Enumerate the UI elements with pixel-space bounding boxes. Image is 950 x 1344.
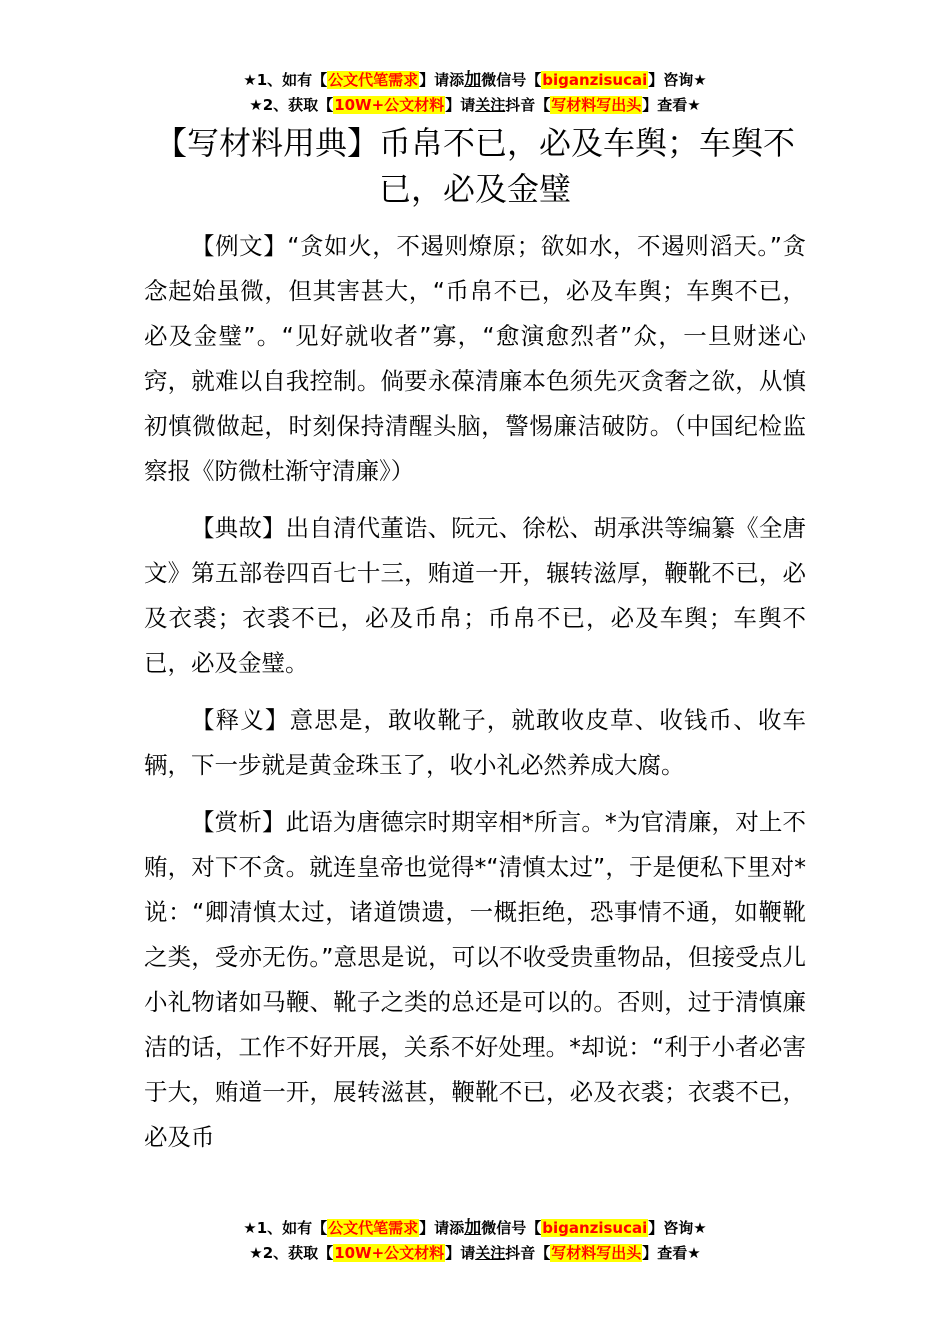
- promo-highlight: 10W+公文材料: [334, 96, 445, 114]
- promo-emphasis: 加: [464, 1218, 482, 1238]
- promo-highlight: 公文代笔需求: [328, 71, 419, 89]
- promo-text: ★2、获取【: [249, 1244, 334, 1262]
- promo-text: 】请添: [419, 1219, 465, 1237]
- paragraph-meaning: 【释义】意思是，敢收靴子，就敢收皮草、收钱币、收车辆，下一步就是黄金珠玉了，收小礼必然养成大腐。: [144, 706, 806, 779]
- promo-text: 】咨询★: [648, 1219, 707, 1237]
- paragraph-example: 【例文】“贪如火，不遏则燎原；欲如水，不遏则滔天。”贪念起始虽微，但其害甚大，“币帛不已，必及车舆；车舆不已，必及金璧”。“见好就收者”寡，“愈演愈烈者”众，一旦财迷心窍，就难以自我控制。倘要永葆清廉本色须先灭贪奢之欲，从慎初慎微做起，时刻保持清醒头脑，警惕廉洁破防。（中国纪检监察报《防微杜渐守清廉》）: [144, 232, 806, 485]
- promo-text: ★1、如有【: [243, 71, 328, 89]
- promo-text: 】查看★: [642, 1244, 701, 1262]
- promo-wechat-id: biganzisucai: [542, 71, 648, 89]
- promo-highlight: 10W+公文材料: [334, 1244, 445, 1262]
- promo-emphasis: 关注: [475, 96, 506, 114]
- promo-text: 】请: [445, 96, 476, 114]
- promo-text: 】请: [445, 1244, 476, 1262]
- promo-emphasis: 加: [464, 70, 482, 90]
- promo-line-1: [0, 68, 950, 93]
- promo-text: 抖音【: [505, 96, 551, 114]
- promo-footer: [0, 1216, 950, 1266]
- article-body: [144, 224, 806, 1172]
- promo-text: 抖音【: [505, 1244, 551, 1262]
- promo-line-2: [0, 1241, 950, 1266]
- promo-text: 微信号【: [481, 71, 542, 89]
- promo-header: [0, 68, 950, 118]
- paragraph-analysis: 【赏析】此语为唐德宗时期宰相*所言。*为官清廉，对上不贿，对下不贪。就连皇帝也觉得*“清慎太过”，于是便私下里对*说：“卿清慎太过，诸道馈遗，一概拒绝，恐事情不通，如鞭靴之类，受亦无伤。”意思是说，可以不收受贵重物品，但接受点儿小礼物诸如马鞭、靴子之类的总还是可以的。否则，过于清慎廉洁的话，工作不好开展，关系不好处理。*却说：“利于小者必害于大，贿道一开，展转滋甚，鞭靴不已，必及衣裘；衣裘不已，必及币: [144, 808, 806, 1151]
- promo-text: ★1、如有【: [243, 1219, 328, 1237]
- promo-text: 】查看★: [642, 96, 701, 114]
- promo-highlight: 公文代笔需求: [328, 1219, 419, 1237]
- promo-wechat-id: biganzisucai: [542, 1219, 648, 1237]
- promo-text: 】请添: [419, 71, 465, 89]
- promo-emphasis: 关注: [475, 1244, 506, 1262]
- promo-text: 】咨询★: [648, 71, 707, 89]
- promo-douyin-id: 写材料写出头: [551, 1244, 642, 1262]
- promo-line-1: [0, 1216, 950, 1241]
- page-title: 【写材料用典】币帛不已，必及车舆；车舆不已，必及金璧: [154, 124, 795, 208]
- promo-text: ★2、获取【: [249, 96, 334, 114]
- promo-line-2: [0, 93, 950, 118]
- promo-text: 微信号【: [481, 1219, 542, 1237]
- promo-douyin-id: 写材料写出头: [551, 96, 642, 114]
- paragraph-origin: 【典故】出自清代董诰、阮元、徐松、胡承洪等编纂《全唐文》第五部卷四百七十三，贿道一开，辗转滋厚，鞭靴不已，必及衣裘；衣裘不已，必及币帛；币帛不已，必及车舆；车舆不已，必及金璧。: [144, 514, 806, 677]
